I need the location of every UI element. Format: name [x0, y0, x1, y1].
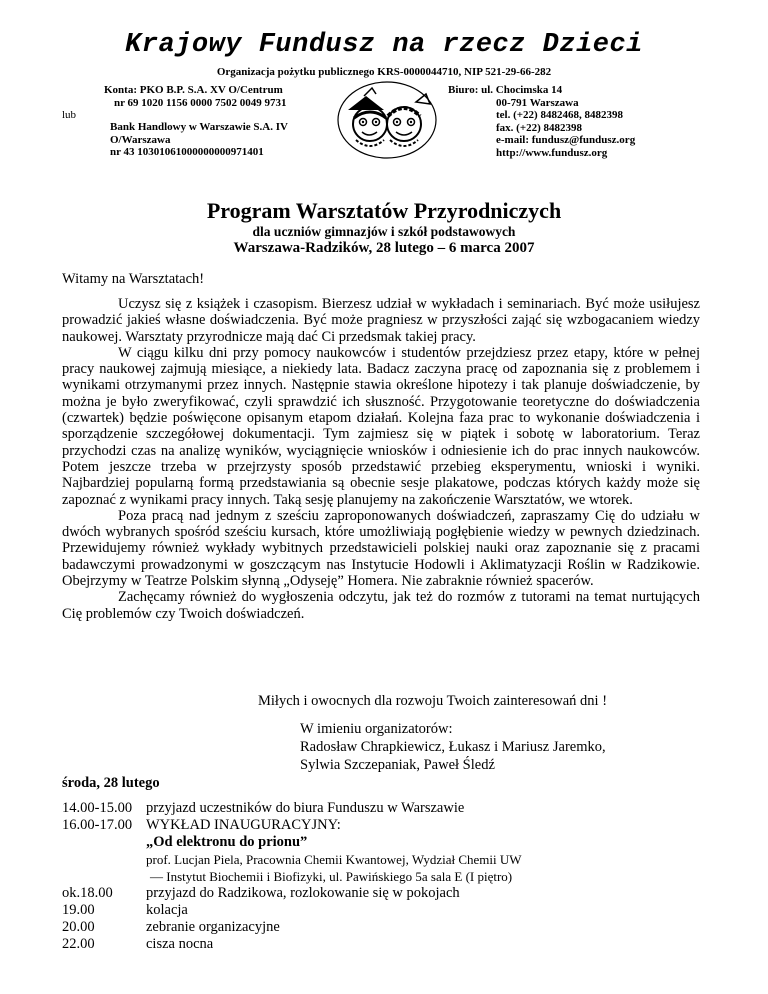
lecture-title: „Od elektronu do prionu” [146, 834, 308, 850]
bank-accounts [104, 84, 286, 109]
bank-line: nr 43 10301061000000000971401 [110, 146, 264, 158]
schedule-desc: kolacja [146, 902, 188, 918]
paragraph: Poza pracą nad jednym z sześciu zaproponowanych doświadczeń, zapraszamy Cię do udziału w dwóch wybranych spośród sześciu kursach, które umożliwiają pogłębienie wiedzy w pewnych dziedzinach. Przewidujemy również wykłady wybitnych przedstawicieli polskiej nauki oraz zapoznanie się z pracami badawczymi prowadzonymi w goszczącym nas Instytucie Hodowli i Aklimatyzacji Roślin w Radzikowie. Obejrzymy w Teatrze Polskim słynną „Odyseję” Homera. Nie zabraknie również spacerów. [62, 507, 700, 590]
bank-line: O/Warszawa [110, 133, 171, 146]
program-subtitle: dla uczniów gimnazjów i szkół podstawowych [252, 224, 516, 239]
schedule-row [62, 817, 742, 834]
organization-title: Krajowy Fundusz na rzecz Dzieci [125, 30, 643, 60]
konta-line: nr 69 1020 1156 0000 7502 0049 9731 [114, 96, 287, 109]
lecture-venue: — Instytut Biochemii i Biofizyki, ul. Pawińskiego 5a sala E (I piętro) [150, 869, 513, 884]
organization-subtitle: Organizacja pożytku publicznego KRS-0000044710, NIP 521-29-66-282 [216, 66, 552, 78]
biuro-line: tel. (+22) 8482468, 8482398 [496, 109, 623, 121]
konta-line: Konta: PKO B.P. S.A. XV O/Centrum [104, 84, 283, 96]
schedule-desc: zebranie organizacyjne [146, 919, 280, 935]
schedule-time [62, 851, 146, 868]
schedule-time: ok.18.00 [62, 885, 113, 901]
biuro-line: 00-791 Warszawa [496, 96, 579, 109]
biuro-line: fax. (+22) 8482398 [496, 121, 583, 134]
signatories [300, 720, 606, 774]
letter-body [62, 296, 700, 622]
schedule-row [62, 936, 742, 953]
schedule-time: 16.00-17.00 [62, 817, 133, 833]
schedule-row [62, 902, 742, 919]
paragraph: Zachęcamy również do wygłoszenia odczytu, jak też do rozmów z tutorami na temat nurtujących Cię problemów czy Twoich doświadczeń. [62, 589, 700, 622]
schedule-desc: WYKŁAD INAUGURACYJNY: [146, 817, 341, 833]
biuro-website: http://www.fundusz.org [496, 146, 608, 159]
schedule-day-heading: środa, 28 lutego [62, 775, 160, 791]
schedule-time: 22.00 [62, 936, 95, 952]
signer-line: Sylwia Szczepaniak, Paweł Śledź [300, 757, 495, 773]
schedule-time: 19.00 [62, 902, 95, 918]
schedule-list [62, 800, 742, 953]
office-address [448, 84, 635, 159]
biuro-email: e-mail: fundusz@fundusz.org [496, 134, 636, 146]
schedule-time: 20.00 [62, 919, 95, 935]
closing-wish: Miłych i owocnych dla rozwoju Twoich zainteresowań dni ! [258, 693, 608, 709]
logo-icon [336, 80, 439, 160]
paragraph: Uczysz się z książek i czasopism. Bierzesz udział w wykładach i seminariach. Być może usiłujesz prowadzić jakieś własne doświadczenia. Być może pragniesz w przyszłości zająć się wzbogacaniem wiedzy naukowej. Warsztaty przyrodnicze mają dać Ci przedsmak takiej pracy. [62, 296, 700, 345]
schedule-time [62, 868, 146, 885]
schedule-time: 14.00-15.00 [62, 800, 133, 816]
signer-line: Radosław Chrapkiewicz, Łukasz i Mariusz Jaremko, [300, 739, 606, 755]
schedule-row [62, 800, 742, 817]
schedule-row [62, 919, 742, 936]
bank-line: Bank Handlowy w Warszawie S.A. IV [110, 121, 288, 133]
bank-handlowy [110, 121, 288, 159]
schedule-desc: przyjazd do Radzikowa, rozlokowanie się w pokojach [146, 885, 460, 901]
schedule-row [62, 868, 742, 885]
schedule-desc: cisza nocna [146, 936, 214, 952]
schedule-row [62, 885, 742, 902]
paragraph: W ciągu kilku dni przy pomocy naukowców i studentów przejdziesz przez etapy, które w pełnej pracy naukowej zajmują miesiące, a niekiedy lata. Badacz zaczyna pracę od zapoznania się z problemem i wynikami otrzymanymi przez innych. Następnie stawia określone hipotezy i tak planuje doświadczenie, by można je było zweryfikować, czyli sprawdzić ich słuszność. Przygotowanie teoretyczne do doświadczenia (czwartek) będzie poświęcone opisanym etapom działań. Kolejna faza prac to wykonanie doświadczenia i sporządzenie szczegółowej dokumentacji. Tym zajmiesz się w piątek i sobotę w laboratorium. Teraz przychodzi czas na analizę wyników, wyciągnięcie wniosków i odniesienie ich do prac innych naukowców. Potem jeszcze trzeba w przejrzysty sposób przedstawić przebieg eksperymentu, wnioski i wyniki. Najbardziej popularną formą przedstawiania są obecnie sesje plakatowe, podczas których każdy może się zapoznać z wynikami pracy innych. Taką sesję planujemy na zakończenie Warsztatów, we wtorek. [62, 344, 700, 508]
lecturer: prof. Lucjan Piela, Pracownia Chemii Kwantowej, Wydział Chemii UW [146, 852, 522, 867]
signer-line: W imieniu organizatorów: [300, 721, 453, 737]
program-dates: Warszawa-Radzików, 28 lutego – 6 marca 2007 [233, 240, 535, 256]
schedule-desc: przyjazd uczestników do biura Funduszu w Warszawie [146, 800, 465, 816]
lub-label: lub [62, 109, 77, 121]
schedule-row [62, 851, 742, 868]
biuro-line: Biuro: ul. Chocimska 14 [448, 84, 563, 96]
greeting: Witamy na Warsztatach! [62, 271, 205, 287]
program-title: Program Warsztatów Przyrodniczych [206, 198, 562, 223]
schedule-time [62, 834, 146, 851]
schedule-row [62, 834, 742, 851]
